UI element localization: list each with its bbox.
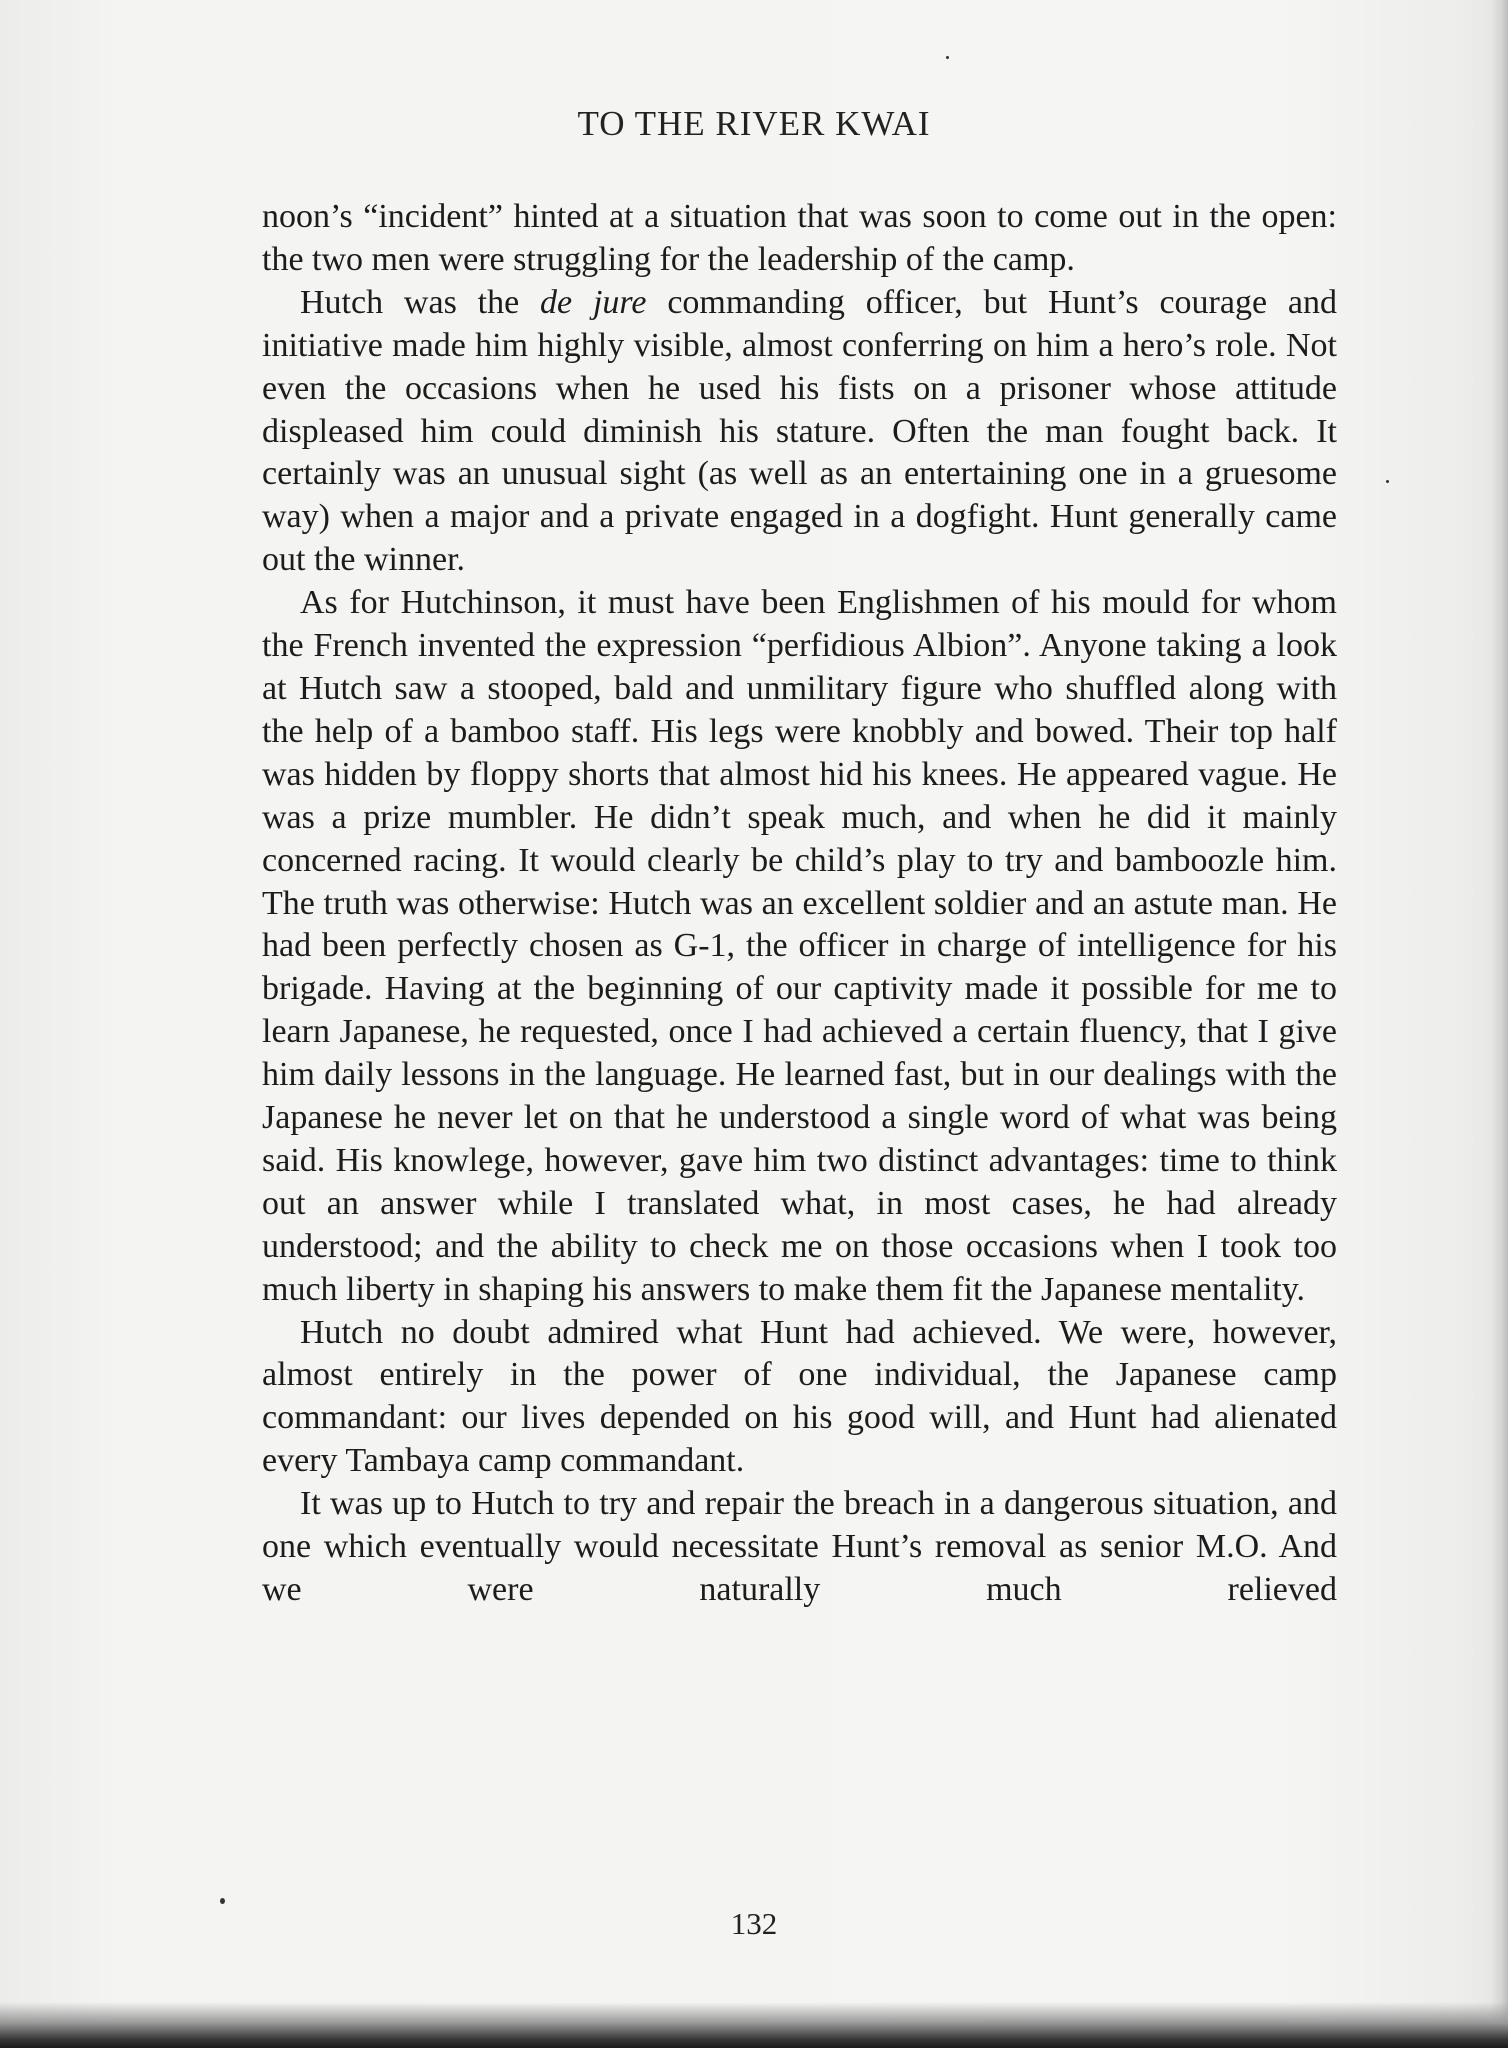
ink-speck	[220, 1898, 225, 1904]
page-number: 132	[730, 1906, 778, 1941]
body-text	[262, 196, 1337, 1612]
paragraph: As for Hutchinson, it must have been Englishmen of his mould for whom the French invented the expression “perfidious Albion”. Anyone taking a look at Hutch saw a stooped, bald and unmilitary figure who shuffled along with the help of a bamboo staff. His legs were knobbly and bowed. Their top half was hidden by floppy shorts that almost hid his knees. He appeared vague. He was a prize mumbler. He didn’t speak much, and when he did it mainly concerned racing. It would clearly be child’s play to try and bamboozle him. The truth was otherwise: Hutch was an excellent soldier and an astute man. He had been perfectly chosen as G-1, the officer in charge of intelligence for his brigade. Having at the beginning of our captivity made it possible for me to learn Japanese, he requested, once I had achieved a certain fluency, that I give him daily lessons in the language. He learned fast, but in our dealings with the Japanese he never let on that he understood a single word of what was being said. His knowlege, however, gave him two distinct advantages: time to think out an answer while I translated what, in most cases, he had already understood; and the ability to check me on those occasions when I took too much liberty in shaping his answers to make them fit the Japanese mentality.	[262, 584, 1337, 1308]
ink-speck	[1386, 480, 1389, 483]
scan-bottom-shadow	[0, 2002, 1508, 2048]
paragraph: Hutch no doubt admired what Hunt had achieved. We were, however, almost entirely in the power of one individual, the Japanese camp commandant: our lives depended on his good will, and Hunt had alienated every Tambaya camp commandant.	[262, 1313, 1337, 1480]
page-edge-shadow	[1490, 0, 1508, 2048]
italic-phrase: de jure	[540, 283, 647, 321]
running-head: TO THE RIVER KWAI	[577, 104, 931, 143]
paragraph: Hutch was the de jure commanding officer, but Hunt’s courage and initiative made him highly visible, almost conferring on him a hero’s role. Not even the occasions when he used his fists on a prisoner whose attitude displeased him could diminish his stature. Often the man fought back. It certainly was an unusual sight (as well as an entertaining one in a gruesome way) when a major and a private engaged in a dogfight. Hunt generally came out the winner.	[262, 283, 1337, 579]
ink-speck	[946, 56, 949, 59]
paragraph: It was up to Hutch to try and repair the breach in a dangerous situation, and one which eventually would necessitate Hunt’s removal as senior M.O. And we were naturally much relieved	[262, 1485, 1337, 1608]
paragraph: noon’s “incident” hinted at a situation that was soon to come out in the open: the two men were struggling for the leadership of the camp.	[262, 198, 1337, 278]
